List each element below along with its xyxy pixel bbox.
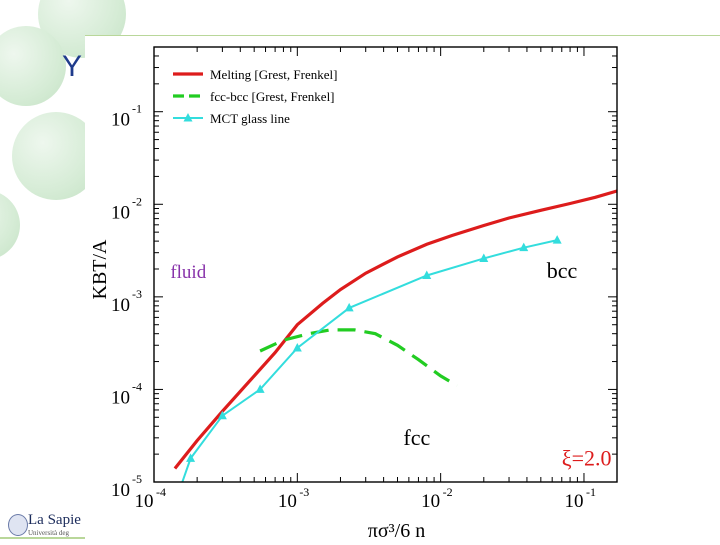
x-axis-label: πσ³/6 n	[367, 520, 426, 540]
y-tick-label-base: 10	[111, 202, 130, 224]
annotation-xi: ξ=2.0	[561, 445, 612, 471]
series-line-2	[179, 240, 557, 491]
x-tick-label	[564, 485, 596, 512]
y-axis-label: KBT/A	[89, 239, 111, 300]
x-tick-label-base: 10	[564, 491, 584, 512]
annotation-fcc: fcc	[403, 425, 431, 451]
x-tick-label-exp: -2	[442, 485, 453, 499]
chart-panel	[85, 36, 720, 540]
x-tick-label	[278, 485, 310, 512]
slide-title: Y	[62, 50, 83, 83]
university-logo	[6, 512, 90, 538]
y-tick-label-exp: -5	[132, 472, 142, 486]
legend-label-2: MCT glass line	[210, 111, 290, 126]
phase-diagram-chart	[85, 36, 720, 540]
x-tick-label-exp: -3	[299, 485, 310, 499]
y-tick-label-exp: -2	[132, 194, 142, 209]
series-marker-2	[553, 235, 562, 244]
y-tick-label-exp: -4	[132, 379, 142, 394]
y-tick-label-base: 10	[111, 294, 130, 316]
legend-label-1: fcc-bcc [Grest, Frenkel]	[210, 89, 335, 104]
x-tick-label-base: 10	[277, 491, 297, 512]
legend-label-0: Melting [Grest, Frenkel]	[210, 67, 338, 82]
y-tick-label	[111, 102, 142, 131]
university-seal-icon	[8, 514, 28, 536]
x-tick-label-exp: -4	[156, 485, 166, 499]
x-tick-label	[421, 485, 453, 512]
decorative-circle	[0, 190, 20, 260]
annotation-bcc: bcc	[546, 257, 578, 283]
series-line-0	[175, 191, 617, 469]
x-tick-label-base: 10	[134, 491, 154, 512]
y-tick-label	[111, 379, 142, 408]
y-tick-label	[111, 194, 142, 223]
logo-subtext: Università deg	[28, 529, 70, 537]
y-tick-label-base: 10	[111, 387, 130, 409]
x-tick-label-base: 10	[421, 491, 441, 512]
y-tick-label-exp: -1	[132, 101, 142, 116]
x-tick-label-exp: -1	[585, 485, 596, 499]
y-tick-label-base: 10	[111, 480, 130, 501]
y-tick-label-exp: -3	[132, 286, 142, 301]
annotation-fluid: fluid	[170, 261, 207, 283]
y-tick-label	[111, 287, 142, 316]
x-tick-label	[135, 485, 167, 512]
y-tick-label-base: 10	[111, 109, 130, 131]
logo-name: La Sapie	[28, 512, 81, 528]
